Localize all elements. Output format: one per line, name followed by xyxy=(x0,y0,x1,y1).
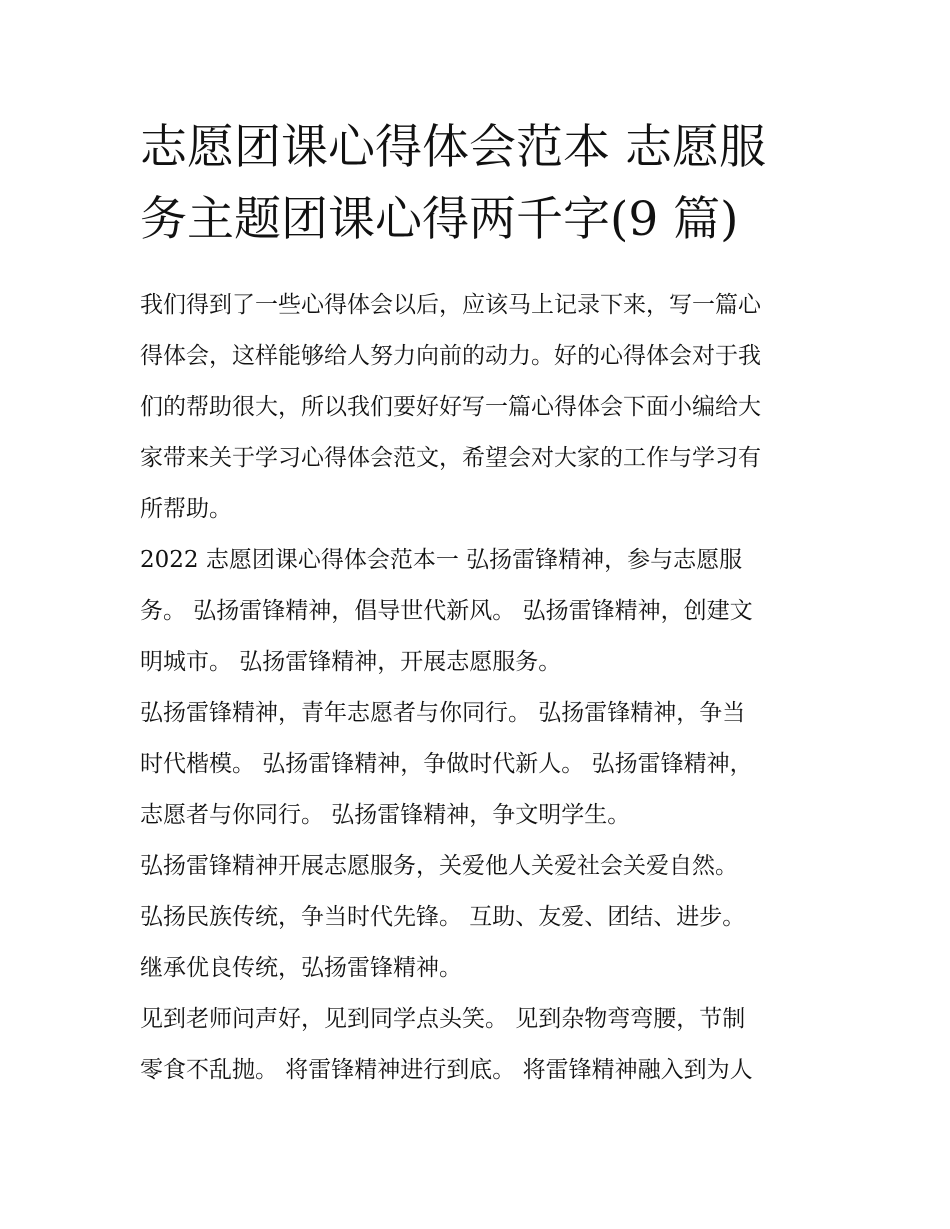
text-line: 我们得到了一些心得体会以后，应该马上记录下来，写一篇心 xyxy=(140,292,761,318)
text-line: 时代楷模。 弘扬雷锋精神，争做时代新人。 弘扬雷锋精神， xyxy=(140,751,753,777)
text-line: 务。 弘扬雷锋精神，倡导世代新风。 弘扬雷锋精神，创建文 xyxy=(140,598,753,624)
text-line: 弘扬民族传统，争当时代先锋。 互助、友爱、团结、进步。 xyxy=(140,904,746,930)
text-line: 们的帮助很大，所以我们要好好写一篇心得体会下面小编给大 xyxy=(140,394,761,420)
text-line: 家带来关于学习心得体会范文，希望会对大家的工作与学习有 xyxy=(140,445,761,471)
paragraph-slogans-service xyxy=(140,841,820,994)
paragraph-slogans-youth xyxy=(140,688,820,841)
document-title xyxy=(140,112,820,256)
text-line: 继承优良传统，弘扬雷锋精神。 xyxy=(140,955,462,981)
title-line: 务主题团课心得两千字(9 篇) xyxy=(140,192,739,247)
paragraph-sample-one xyxy=(140,535,820,688)
title-line: 志愿团课心得体会范本 志愿服 xyxy=(140,120,766,175)
text-line: 得体会，这样能够给人努力向前的动力。好的心得体会对于我 xyxy=(140,343,761,369)
text-line: 所帮助。 xyxy=(140,496,232,522)
paragraph-slogans-school xyxy=(140,994,820,1096)
text-line: 零食不乱抛。 将雷锋精神进行到底。 将雷锋精神融入到为人 xyxy=(140,1057,753,1083)
text-line: 弘扬雷锋精神开展志愿服务，关爱他人关爱社会关爱自然。 xyxy=(140,853,738,879)
document-body xyxy=(140,280,820,1096)
text-line: 见到老师问声好，见到同学点头笑。 见到杂物弯弯腰，节制 xyxy=(140,1006,746,1032)
text-line: 2022 志愿团课心得体会范本一 弘扬雷锋精神，参与志愿服 xyxy=(140,547,743,573)
text-line: 明城市。 弘扬雷锋精神，开展志愿服务。 xyxy=(140,649,562,675)
paragraph-intro xyxy=(140,280,820,535)
text-line: 弘扬雷锋精神，青年志愿者与你同行。 弘扬雷锋精神，争当 xyxy=(140,700,746,726)
text-line: 志愿者与你同行。 弘扬雷锋精神，争文明学生。 xyxy=(140,802,631,828)
